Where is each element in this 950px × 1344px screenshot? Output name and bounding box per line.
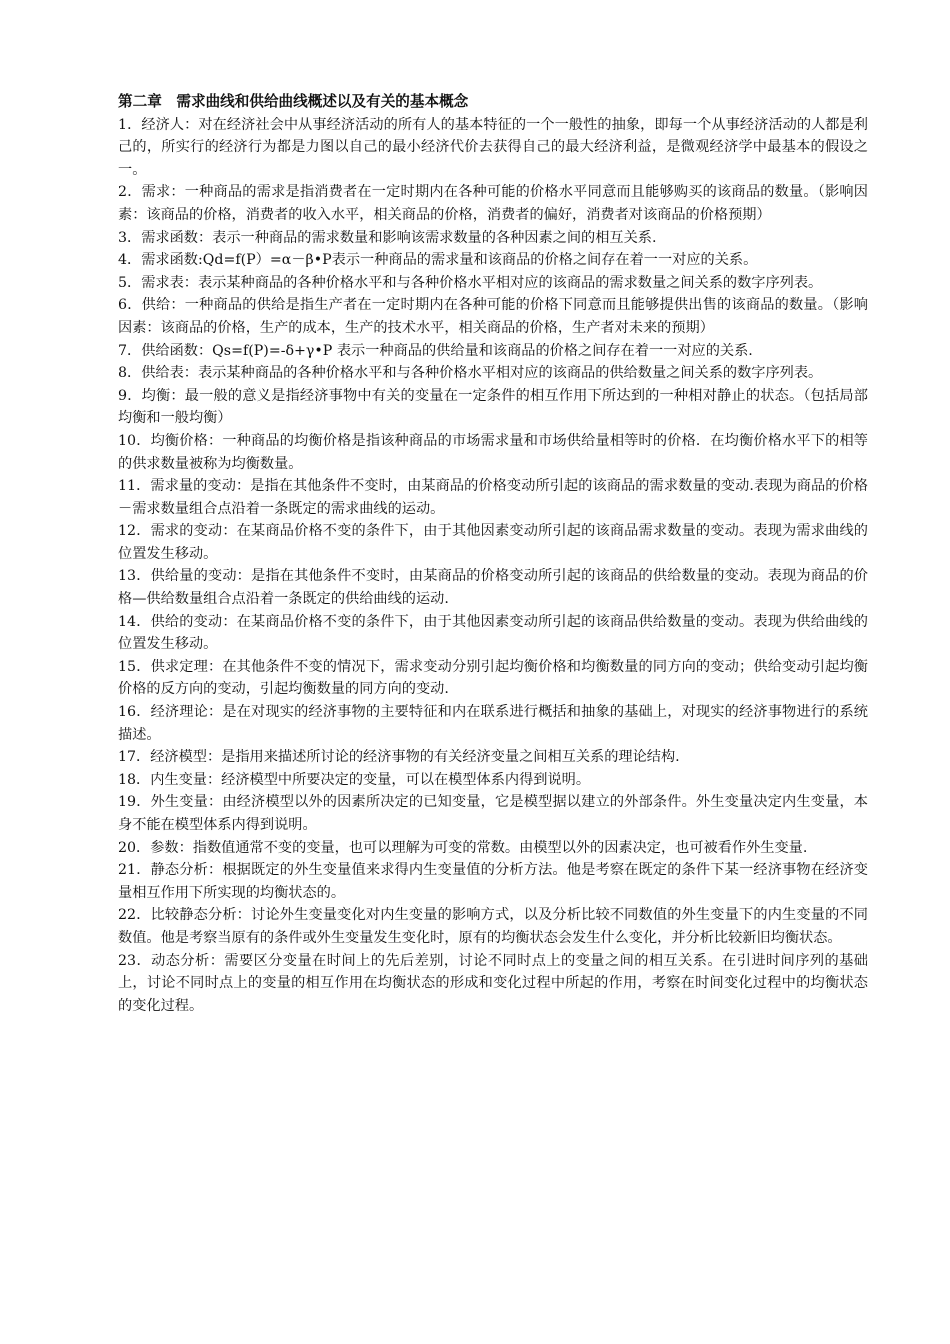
definition-entry: 6．供给：一种商品的供给是指生产者在一定时期内在各种可能的价格下同意而且能够提供出售的该商品的数量。（影响因素：该商品的价格，生产的成本，生产的技术水平，相关商品的价格，生产者对未来的预期） [118, 297, 868, 336]
definition-entry: 21．静态分析：根据既定的外生变量值来求得内生变量值的分析方法。他是考察在既定的条件下某一经济事物在经济变量相互作用下所实现的均衡状态的。 [118, 862, 868, 901]
definition-entry: 12．需求的变动：在某商品价格不变的条件下，由于其他因素变动所引起的该商品需求数量的变动。表现为需求曲线的位置发生移动。 [118, 523, 868, 562]
definition-entry: 15．供求定理：在其他条件不变的情况下，需求变动分别引起均衡价格和均衡数量的同方向的变动；供给变动引起均衡价格的反方向的变动，引起均衡数量的同方向的变动. [118, 658, 868, 698]
definition-entry: 2．需求：一种商品的需求是指消费者在一定时期内在各种可能的价格水平同意而且能够购买的该商品的数量。（影响因素：该商品的价格，消费者的收入水平，相关商品的价格，消费者的偏好，消费者对该商品的价格预期） [118, 184, 868, 223]
definition-entry: 7．供给函数：Qs=f(P)=-δ+γ•P 表示一种商品的供给量和该商品的价格之间存在着一一对应的关系. [118, 342, 753, 359]
document-page [118, 91, 868, 1017]
definition-entry: 10．均衡价格：一种商品的均衡价格是指该种商品的市场需求量和市场供给量相等时的价格．在均衡价格水平下的相等的供求数量被称为均衡数量。 [118, 432, 868, 472]
definition-entry: 22．比较静态分析：讨论外生变量变化对内生变量的影响方式，以及分析比较不同数值的外生变量下的内生变量的不同数值。他是考察当原有的条件或外生变量发生变化时，原有的均衡状态会发生什么变化，并分析比较新旧均衡状态。 [118, 907, 868, 946]
definition-entry: 20．参数：指数值通常不变的变量，也可以理解为可变的常数。由模型以外的因素决定，也可被看作外生变量. [118, 839, 808, 856]
definition-entry: 23．动态分析：需要区分变量在时间上的先后差别，讨论不同时点上的变量之间的相互关系。在引进时间序列的基础上，讨论不同时点上的变量的相互作用在均衡状态的形成和变化过程中所起的作用，考察在时间变化过程中的均衡状态的变化过程。 [118, 952, 868, 1014]
definition-entry: 11．需求量的变动：是指在其他条件不变时，由某商品的价格变动所引起的该商品的需求数量的变动.表现为商品的价格－需求数量组合点沿着一条既定的需求曲线的运动。 [118, 478, 868, 517]
definition-entry: 1．经济人：对在经济社会中从事经济活动的所有人的基本特征的一个一般性的抽象，即每一个从事经济活动的人都是利己的，所实行的经济行为都是力图以自己的最小经济代价去获得自己的最大经济利益，是微观经济学中最基本的假设之一。 [118, 116, 868, 178]
definition-entry: 14．供给的变动：在某商品价格不变的条件下，由于其他因素变动所引起的该商品供给数量的变动。表现为供给曲线的位置发生移动。 [118, 613, 868, 653]
definition-entry: 5．需求表：表示某种商品的各种价格水平和与各种价格水平相对应的该商品的需求数量之间关系的数字序列表。 [118, 274, 823, 291]
definition-entry: 8．供给表：表示某种商品的各种价格水平和与各种价格水平相对应的该商品的供给数量之间关系的数字序列表。 [118, 365, 823, 382]
definition-entry: 13．供给量的变动：是指在其他条件不变时，由某商品的价格变动所引起的该商品的供给数量的变动。表现为商品的价格—供给数量组合点沿着一条既定的供给曲线的运动. [118, 568, 868, 608]
chapter-title: 第二章 需求曲线和供给曲线概述以及有关的基本概念 [118, 93, 469, 110]
definition-entry: 18．内生变量：经济模型中所要决定的变量，可以在模型体系内得到说明。 [118, 771, 591, 788]
definition-entry: 19．外生变量：由经济模型以外的因素所决定的已知变量，它是模型据以建立的外部条件。外生变量决定内生变量，本身不能在模型体系内得到说明。 [118, 794, 868, 833]
definition-entry: 4．需求函数:Qd=f(P）=α－β•P表示一种商品的需求量和该商品的价格之间存在着一一对应的关系。 [118, 252, 758, 269]
definition-entry: 9．均衡：最一般的意义是指经济事物中有关的变量在一定条件的相互作用下所达到的一种相对静止的状态。（包括局部均衡和一般均衡） [118, 387, 868, 427]
definition-list [118, 114, 868, 1018]
definition-entry: 17．经济模型：是指用来描述所讨论的经济事物的有关经济变量之间相互关系的理论结构. [118, 749, 680, 766]
definition-entry: 16．经济理论：是在对现实的经济事物的主要特征和内在联系进行概括和抽象的基础上，对现实的经济事物进行的系统描述。 [118, 704, 868, 743]
definition-entry: 3．需求函数：表示一种商品的需求数量和影响该需求数量的各种因素之间的相互关系. [118, 229, 657, 246]
